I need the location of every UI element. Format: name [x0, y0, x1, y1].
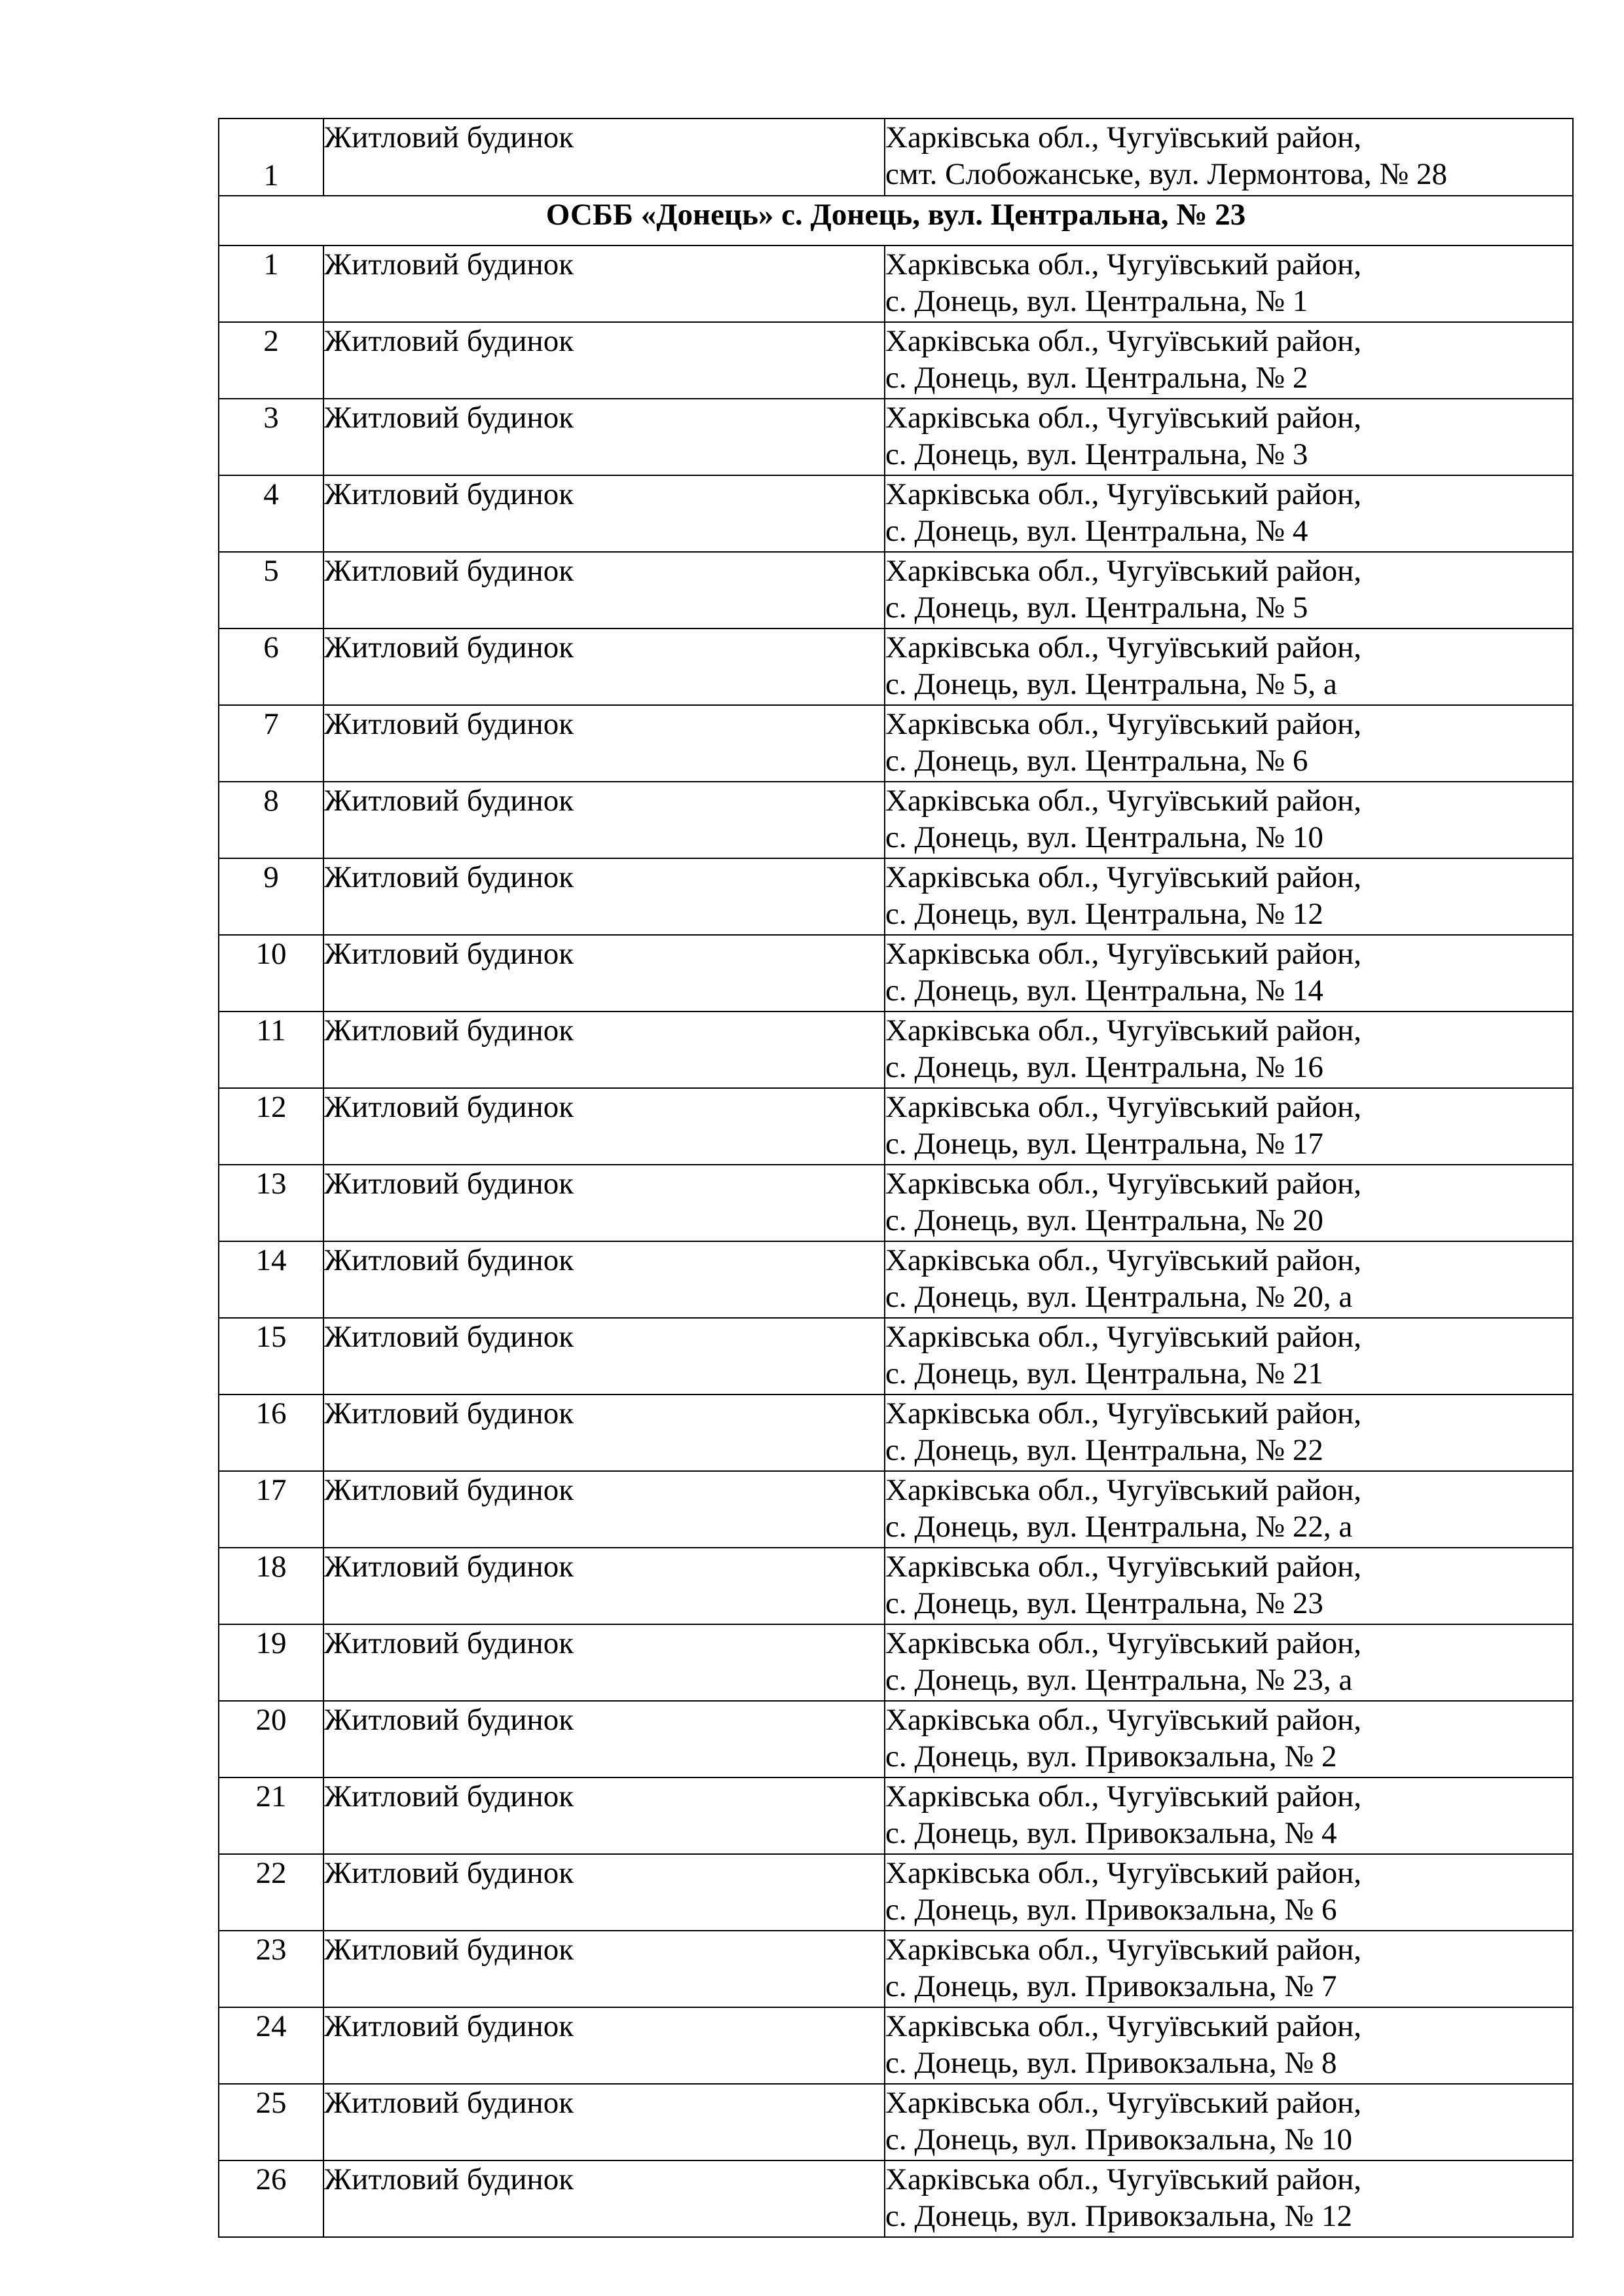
address-line-1: Харківська обл., Чугуївський район, — [885, 120, 1361, 155]
building-address — [885, 399, 1573, 475]
table-row — [219, 2007, 1573, 2084]
building-type: Житловий будинок — [323, 1777, 885, 1854]
building-type: Житловий будинок — [323, 1394, 885, 1471]
table-row — [219, 322, 1573, 399]
building-type: Житловий будинок — [323, 399, 885, 475]
building-type: Житловий будинок — [323, 552, 885, 629]
row-number: 10 — [219, 935, 323, 1011]
building-address — [885, 1088, 1573, 1165]
building-type: Житловий будинок — [323, 1854, 885, 1931]
building-address — [885, 1854, 1573, 1931]
building-type: Житловий будинок — [323, 705, 885, 782]
row-number: 21 — [219, 1777, 323, 1854]
building-type: Житловий будинок — [323, 1471, 885, 1548]
address-line-2: с. Донець, вул. Центральна, № 12 — [885, 897, 1323, 931]
building-type: Житловий будинок — [323, 2084, 885, 2160]
address-line-2: с. Донець, вул. Центральна, № 17 — [885, 1127, 1323, 1161]
row-number: 1 — [219, 118, 323, 196]
row-number: 26 — [219, 2160, 323, 2237]
building-type: Житловий будинок — [323, 475, 885, 552]
address-line-2: с. Донець, вул. Центральна, № 23, а — [885, 1663, 1353, 1697]
table-row — [219, 1394, 1573, 1471]
building-address — [885, 2084, 1573, 2160]
row-number: 16 — [219, 1394, 323, 1471]
building-type: Житловий будинок — [323, 1165, 885, 1241]
address-line-2: с. Донець, вул. Центральна, № 20, а — [885, 1280, 1353, 1314]
address-line-1: Харківська обл., Чугуївський район, — [885, 1167, 1361, 1201]
row-number: 8 — [219, 782, 323, 858]
building-address — [885, 705, 1573, 782]
address-line-2: смт. Слобожанське, вул. Лермонтова, № 28 — [885, 157, 1447, 191]
row-number: 20 — [219, 1701, 323, 1777]
building-address — [885, 782, 1573, 858]
section-title: ОСББ «Донець» с. Донець, вул. Центральна, № 23 — [219, 196, 1573, 246]
address-line-2: с. Донець, вул. Привокзальна, № 8 — [885, 2046, 1337, 2080]
row-number: 14 — [219, 1241, 323, 1318]
address-line-2: с. Донець, вул. Центральна, № 5 — [885, 591, 1308, 625]
table-row — [219, 2084, 1573, 2160]
building-type: Житловий будинок — [323, 246, 885, 322]
address-line-2: с. Донець, вул. Центральна, № 2 — [885, 361, 1308, 395]
address-line-1: Харківська обл., Чугуївський район, — [885, 860, 1361, 894]
address-line-1: Харківська обл., Чугуївський район, — [885, 401, 1361, 435]
building-address — [885, 1624, 1573, 1701]
address-line-2: с. Донець, вул. Центральна, № 22 — [885, 1433, 1323, 1467]
row-number: 23 — [219, 1931, 323, 2007]
address-line-2: с. Донець, вул. Центральна, № 16 — [885, 1050, 1323, 1084]
row-number: 11 — [219, 1011, 323, 1088]
building-type: Житловий будинок — [323, 1931, 885, 2007]
table-row — [219, 935, 1573, 1011]
building-address — [885, 1241, 1573, 1318]
address-line-1: Харківська обл., Чугуївський район, — [885, 937, 1361, 971]
building-address — [885, 246, 1573, 322]
address-line-2: с. Донець, вул. Центральна, № 4 — [885, 514, 1308, 548]
address-line-2: с. Донець, вул. Привокзальна, № 7 — [885, 1969, 1337, 2003]
building-address — [885, 1165, 1573, 1241]
building-address — [885, 1318, 1573, 1394]
row-number: 3 — [219, 399, 323, 475]
building-address — [885, 322, 1573, 399]
building-type: Житловий будинок — [323, 1548, 885, 1624]
table-row — [219, 1241, 1573, 1318]
address-line-2: с. Донець, вул. Привокзальна, № 2 — [885, 1740, 1337, 1774]
property-table — [218, 118, 1574, 2238]
section-row — [219, 196, 1573, 246]
table-row — [219, 1701, 1573, 1777]
row-number: 13 — [219, 1165, 323, 1241]
table-row — [219, 1548, 1573, 1624]
row-number: 17 — [219, 1471, 323, 1548]
building-type: Житловий будинок — [323, 629, 885, 705]
building-address — [885, 475, 1573, 552]
address-line-1: Харківська обл., Чугуївський район, — [885, 2009, 1361, 2043]
building-address — [885, 1011, 1573, 1088]
row-number: 6 — [219, 629, 323, 705]
address-line-1: Харківська обл., Чугуївський район, — [885, 1856, 1361, 1890]
address-line-2: с. Донець, вул. Центральна, № 1 — [885, 284, 1308, 318]
row-number: 15 — [219, 1318, 323, 1394]
address-line-2: с. Донець, вул. Привокзальна, № 10 — [885, 2123, 1353, 2157]
address-line-2: с. Донець, вул. Привокзальна, № 6 — [885, 1893, 1337, 1927]
address-line-1: Харківська обл., Чугуївський район, — [885, 1779, 1361, 1813]
building-address — [885, 1548, 1573, 1624]
address-line-2: с. Донець, вул. Привокзальна, № 12 — [885, 2199, 1353, 2233]
address-line-1: Харківська обл., Чугуївський район, — [885, 1703, 1361, 1737]
table-row — [219, 1011, 1573, 1088]
address-line-1: Харківська обл., Чугуївський район, — [885, 247, 1361, 282]
building-address — [885, 552, 1573, 629]
building-type: Житловий будинок — [323, 322, 885, 399]
building-type: Житловий будинок — [323, 935, 885, 1011]
building-type: Житловий будинок — [323, 2007, 885, 2084]
building-address — [885, 2007, 1573, 2084]
address-line-2: с. Донець, вул. Центральна, № 6 — [885, 744, 1308, 778]
building-address — [885, 1701, 1573, 1777]
table-row — [219, 1777, 1573, 1854]
address-line-1: Харківська обл., Чугуївський район, — [885, 1933, 1361, 1967]
building-type: Житловий будинок — [323, 782, 885, 858]
address-line-1: Харківська обл., Чугуївський район, — [885, 630, 1361, 665]
row-number: 7 — [219, 705, 323, 782]
address-line-1: Харківська обл., Чугуївський район, — [885, 1626, 1361, 1660]
address-line-2: с. Донець, вул. Центральна, № 20 — [885, 1203, 1323, 1237]
address-line-1: Харківська обл., Чугуївський район, — [885, 554, 1361, 588]
building-address — [885, 1931, 1573, 2007]
address-line-1: Харківська обл., Чугуївський район, — [885, 1013, 1361, 1048]
building-type: Житловий будинок — [323, 1011, 885, 1088]
table-row — [219, 118, 1573, 196]
row-number: 18 — [219, 1548, 323, 1624]
table-row — [219, 246, 1573, 322]
table-row — [219, 1318, 1573, 1394]
address-line-2: с. Донець, вул. Центральна, № 14 — [885, 974, 1323, 1008]
table-row — [219, 705, 1573, 782]
building-address — [885, 2160, 1573, 2237]
address-line-2: с. Донець, вул. Центральна, № 22, а — [885, 1510, 1353, 1544]
row-number: 5 — [219, 552, 323, 629]
table-row — [219, 858, 1573, 935]
address-line-1: Харківська обл., Чугуївський район, — [885, 1320, 1361, 1354]
address-line-1: Харківська обл., Чугуївський район, — [885, 324, 1361, 358]
address-line-1: Харківська обл., Чугуївський район, — [885, 707, 1361, 741]
building-type: Житловий будинок — [323, 2160, 885, 2237]
property-table-body — [219, 118, 1573, 2237]
building-address — [885, 1777, 1573, 1854]
building-type: Житловий будинок — [323, 1241, 885, 1318]
row-number: 2 — [219, 322, 323, 399]
table-row — [219, 1931, 1573, 2007]
address-line-1: Харківська обл., Чугуївський район, — [885, 1473, 1361, 1507]
building-address — [885, 629, 1573, 705]
address-line-1: Харківська обл., Чугуївський район, — [885, 2086, 1361, 2120]
table-row — [219, 2160, 1573, 2237]
address-line-1: Харківська обл., Чугуївський район, — [885, 2162, 1361, 2196]
address-line-1: Харківська обл., Чугуївський район, — [885, 1550, 1361, 1584]
address-line-2: с. Донець, вул. Центральна, № 23 — [885, 1586, 1323, 1620]
address-line-2: с. Донець, вул. Центральна, № 21 — [885, 1357, 1323, 1391]
building-address — [885, 935, 1573, 1011]
table-row — [219, 1854, 1573, 1931]
table-row — [219, 1165, 1573, 1241]
table-row — [219, 782, 1573, 858]
building-type: Житловий будинок — [323, 1624, 885, 1701]
address-line-1: Харківська обл., Чугуївський район, — [885, 477, 1361, 511]
address-line-2: с. Донець, вул. Центральна, № 10 — [885, 820, 1323, 854]
table-row — [219, 399, 1573, 475]
address-line-2: с. Донець, вул. Привокзальна, № 4 — [885, 1816, 1337, 1850]
row-number: 22 — [219, 1854, 323, 1931]
building-type: Житловий будинок — [323, 858, 885, 935]
row-number: 19 — [219, 1624, 323, 1701]
table-row — [219, 1088, 1573, 1165]
row-number: 12 — [219, 1088, 323, 1165]
building-type: Житловий будинок — [323, 118, 885, 196]
address-line-1: Харківська обл., Чугуївський район, — [885, 1396, 1361, 1430]
address-line-1: Харківська обл., Чугуївський район, — [885, 1243, 1361, 1277]
address-line-1: Харківська обл., Чугуївський район, — [885, 784, 1361, 818]
row-number: 1 — [219, 246, 323, 322]
address-line-1: Харківська обл., Чугуївський район, — [885, 1090, 1361, 1124]
row-number: 9 — [219, 858, 323, 935]
table-row — [219, 1624, 1573, 1701]
table-row — [219, 475, 1573, 552]
address-line-2: с. Донець, вул. Центральна, № 5, а — [885, 667, 1337, 701]
row-number: 25 — [219, 2084, 323, 2160]
table-row — [219, 629, 1573, 705]
address-line-2: с. Донець, вул. Центральна, № 3 — [885, 437, 1308, 471]
table-row — [219, 1471, 1573, 1548]
building-address — [885, 1471, 1573, 1548]
building-type: Житловий будинок — [323, 1318, 885, 1394]
building-address — [885, 858, 1573, 935]
building-address — [885, 1394, 1573, 1471]
building-address — [885, 118, 1573, 196]
table-row — [219, 552, 1573, 629]
row-number: 4 — [219, 475, 323, 552]
building-type: Житловий будинок — [323, 1701, 885, 1777]
building-type: Житловий будинок — [323, 1088, 885, 1165]
row-number: 24 — [219, 2007, 323, 2084]
